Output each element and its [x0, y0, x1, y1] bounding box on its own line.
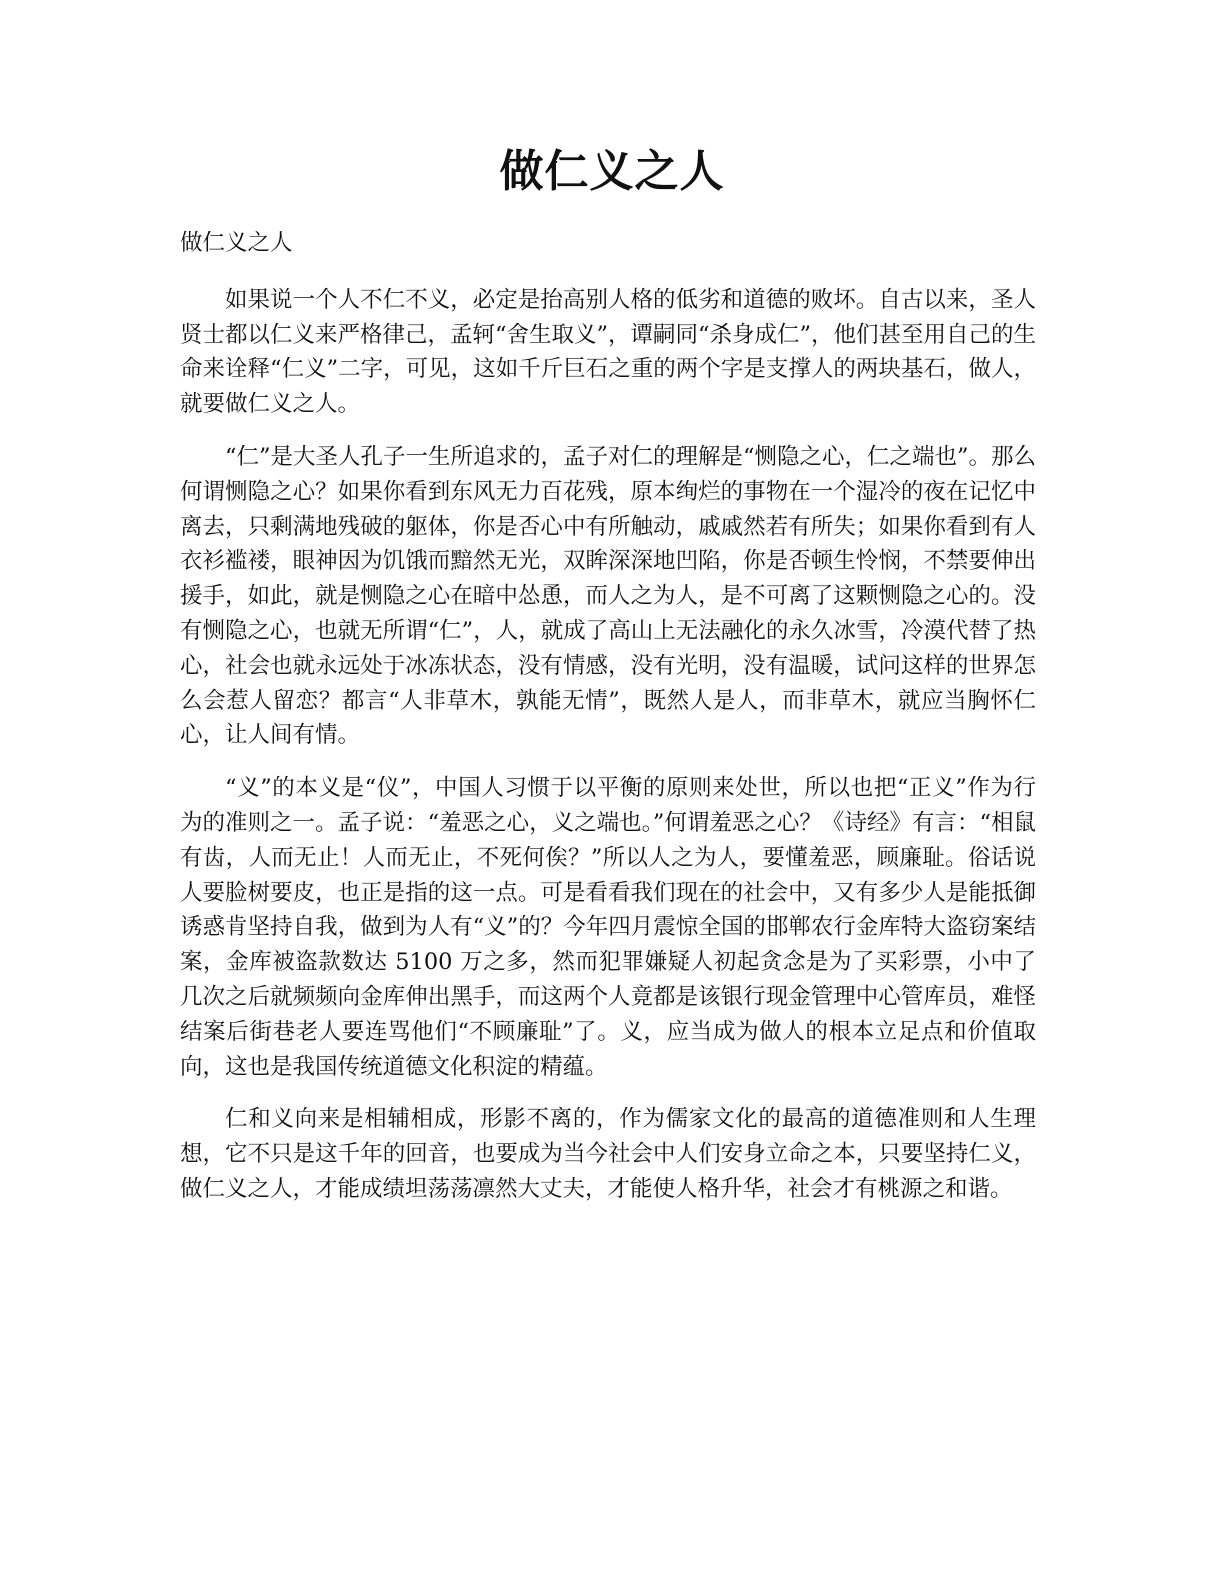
document-body: [180, 226, 1036, 1225]
paragraph-3: “义”的本义是“仪”，中国人习惯于以平衡的原则来处世，所以也把“正义”作为行为的准则之一。孟子说：“羞恶之心，义之端也。”何谓羞恶之心？《诗经》有言：“相鼠有齿，人而无止！人而无止，不死何俟？”所以人之为人，要懂羞恶，顾廉耻。俗话说人要脸树要皮，也正是指的这一点。可是看看我们现在的社会中，又有多少人是能抵御诱惑肯坚持自我，做到为人有“义”的？今年四月震惊全国的邯郸农行金库特大盗窃案结案，金库被盗款数达 5100 万之多，然而犯罪嫌疑人初起贪念是为了买彩票，小中了几次之后就频频向金库伸出黑手，而这两个人竟都是该银行现金管理中心管库员，难怪结案后街巷老人要连骂他们“不顾廉耻”了。义，应当成为做人的根本立足点和价值取向，这也是我国传统道德文化积淀的精蕴。: [180, 775, 1036, 1080]
paragraph-1: 如果说一个人不仁不义，必定是抬高别人格的低劣和道德的败坏。自古以来，圣人贤士都以仁义来严格律己，孟轲“舍生取义”，谭嗣同“杀身成仁”，他们甚至用自己的生命来诠释“仁义”二字，可见，这如千斤巨石之重的两个字是支撑人的两块基石，做人，就要做仁义之人。: [180, 286, 1037, 418]
document-title: 做仁义之人: [499, 146, 725, 197]
document-subtitle: 做仁义之人: [180, 230, 293, 256]
paragraph-4: 仁和义向来是相辅相成，形影不离的，作为儒家文化的最高的道德准则和人生理想，它不只是这千年的回音，也要成为当今社会中人们安身立命之本，只要坚持仁义，做仁义之人，才能成绩坦荡荡凛然大丈夫，才能使人格升华，社会才有桃源之和谐。: [180, 1106, 1036, 1202]
paragraph-2: “仁”是大圣人孔子一生所追求的，孟子对仁的理解是“恻隐之心，仁之端也”。那么何谓恻隐之心？如果你看到东风无力百花残，原本绚烂的事物在一个湿冷的夜在记忆中离去，只剩满地残破的躯体，你是否心中有所触动，戚戚然若有所失；如果你看到有人衣衫褴褛，眼神因为饥饿而黯然无光，双眸深深地凹陷，你是否顿生怜悯，不禁要伸出援手，如此，就是恻隐之心在暗中怂恿，而人之为人，是不可离了这颗恻隐之心的。没有恻隐之心，也就无所谓“仁”，人，就成了高山上无法融化的永久冰雪，冷漠代替了热心，社会也就永远处于冰冻状态，没有情感，没有光明，没有温暖，试问这样的世界怎么会惹人留恋？都言“人非草木，孰能无情”，既然人是人，而非草木，就应当胸怀仁心，让人间有情。: [180, 443, 1037, 749]
